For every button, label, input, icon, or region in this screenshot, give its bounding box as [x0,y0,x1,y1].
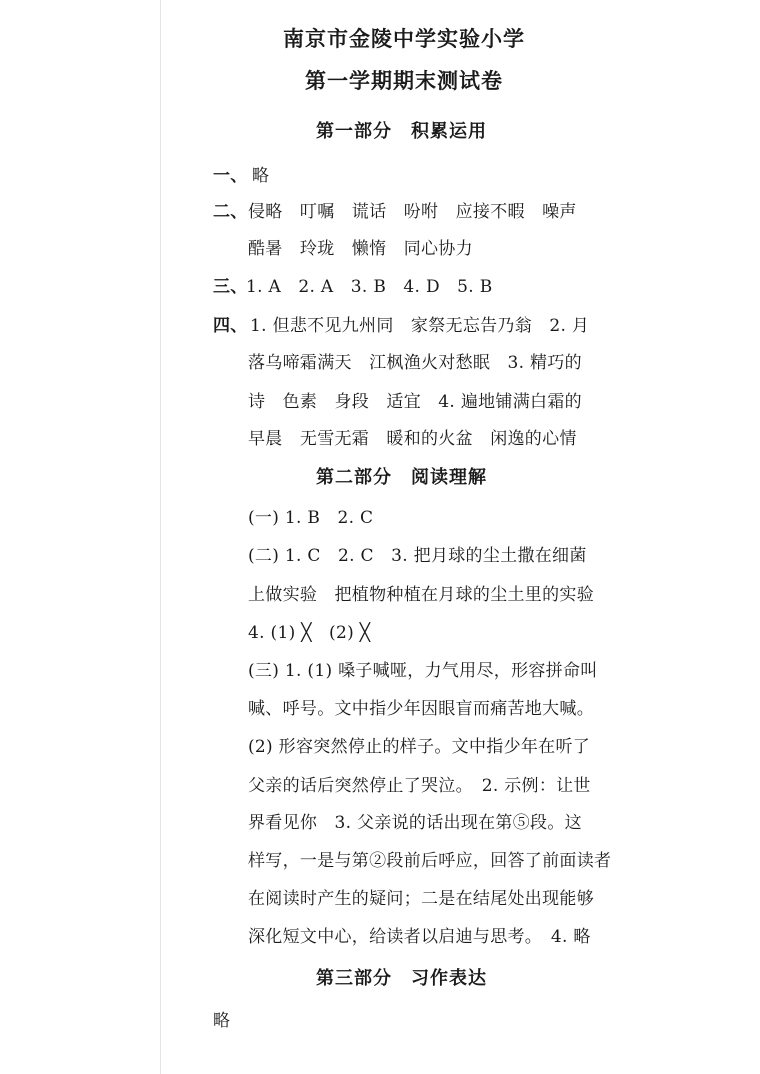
reading-3-line6: 样写，一是与第②段前后呼应，回答了前面读者 [248,851,612,871]
q1-number: 一、 [213,166,248,186]
reading-3-line8: 深化短文中心，给读者以启迪与思考。 4. 略 [248,927,591,947]
reading-3-line5: 界看见你 3. 父亲说的话出现在第⑤段。这 [248,813,582,833]
reading-3-line7: 在阅读时产生的疑问；二是在结尾处出现能够 [248,889,594,909]
section-heading-part3: 第三部分 习作表达 [316,968,487,989]
q4-answer-line4: 早晨 无雪无霜 暖和的火盆 闲逸的心情 [248,429,577,449]
section-heading-part2: 第二部分 阅读理解 [316,467,487,488]
section-heading-part1: 第一部分 积累运用 [316,121,487,142]
reading-3-line1: (三) 1. (1) 嗓子喊哑，力气用尽，形容拼命叫 [248,661,598,681]
reading-3-line2: 喊、呼号。文中指少年因眼盲而痛苦地大喊。 [248,699,594,719]
reading-2-line2: 上做实验 把植物种植在月球的尘土里的实验 [248,585,594,605]
q4-answer-line2: 落乌啼霜满天 江枫渔火对愁眠 3. 精巧的 [248,353,582,373]
q4-answer-line1: 1. 但悲不见九州同 家祭无忘告乃翁 2. 月 [250,316,590,336]
reading-2-line3: 4. (1) ╳ (2) ╳ [248,623,371,643]
q4-answer-line3: 诗 色素 身段 适宜 4. 遍地铺满白霜的 [248,392,582,412]
reading-3-line4: 父亲的话后突然停止了哭泣。 2. 示例：让世 [248,776,591,796]
q2-answer-line2: 酷暑 玲珑 懒惰 同心协力 [248,239,473,259]
reading-3-line3: (2) 形容突然停止的样子。文中指少年在听了 [248,737,591,757]
reading-2-line1: (二) 1. C 2. C 3. 把月球的尘土撒在细菌 [248,546,587,566]
reading-1-answers: (一) 1. B 2. C [248,508,374,528]
page-title-school: 南京市金陵中学实验小学 [283,27,525,51]
q4-number: 四、 [213,316,248,336]
q3-answer: 1. A 2. A 3. B 4. D 5. B [246,277,493,297]
q1-answer: 略 [252,166,270,186]
composition-answer: 略 [213,1011,231,1031]
q2-answer-line1: 侵略 叮嘱 谎话 吩咐 应接不暇 噪声 [248,202,577,222]
q3-number: 三、 [213,277,248,297]
page-title-exam: 第一学期期末测试卷 [305,69,503,93]
q2-number: 二、 [213,202,248,222]
scan-edge-line [160,0,161,1074]
